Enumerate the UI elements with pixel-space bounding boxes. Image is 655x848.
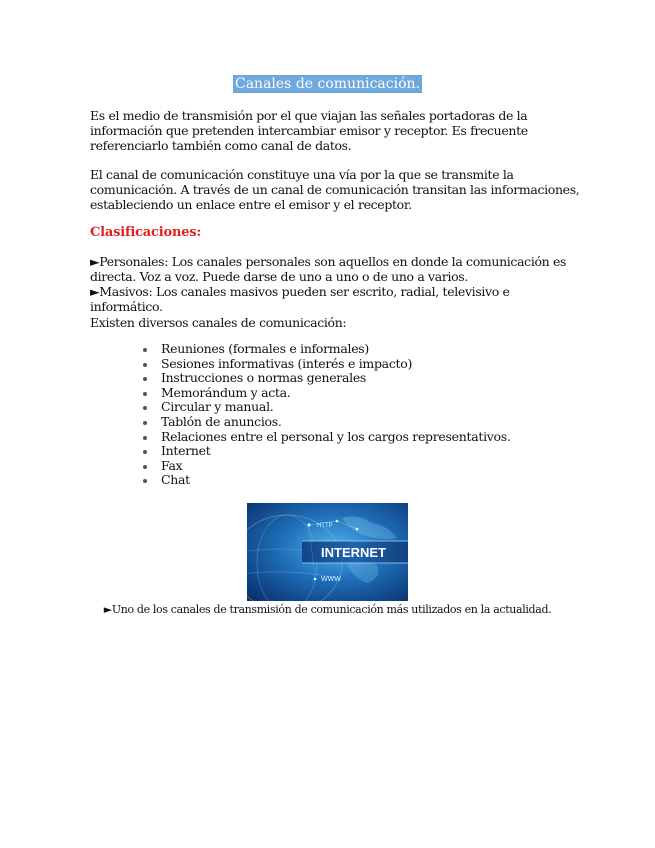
list-item-text: Internet [161, 443, 211, 459]
list-item [141, 357, 561, 372]
bullet-icon [143, 363, 147, 367]
list-item-text: Chat [161, 472, 190, 488]
list-item [141, 371, 561, 386]
list-item-text: Tablón de anuncios. [161, 413, 282, 429]
internet-image [247, 503, 408, 601]
list-item-text: Circular y manual. [161, 399, 274, 415]
list-item [141, 415, 561, 430]
image-main-label: INTERNET [321, 545, 386, 560]
bullet-icon [143, 436, 147, 440]
bullet-icon [143, 479, 147, 483]
classification-heading: Clasificaciones: [90, 225, 202, 240]
list-item-text: Memorándum y acta. [161, 384, 291, 400]
bullet-icon [143, 421, 147, 425]
title-container [0, 73, 655, 93]
bullet-icon [143, 406, 147, 410]
bullet-icon [143, 392, 147, 396]
list-item [141, 459, 561, 474]
bullet-icon [143, 450, 147, 454]
list-item [141, 473, 561, 488]
intro-paragraph-1: Es el medio de transmisión por el que viajan las señales portadoras de la información que pretenden intercambiar emisor y receptor. Es frecuente referenciarlo también como canal de datos. [90, 108, 528, 153]
list-item-text: Reuniones (formales e informales) [161, 341, 370, 356]
list-item-text: Relaciones entre el personal y los cargos representativos. [161, 428, 511, 444]
page-title: Canales de comunicación. [235, 76, 420, 92]
classification-masivos: ►Masivos: Los canales masivos pueden ser escrito, radial, televisivo e informático. [90, 284, 510, 314]
channels-intro: Existen diversos canales de comunicación: [90, 315, 347, 330]
list-item [141, 386, 561, 401]
list-item-text: Sesiones informativas (interés e impacto) [161, 355, 413, 371]
bullet-icon [143, 465, 147, 469]
image-caption: ►Uno de los canales de transmisión de comunicación más utilizados en la actualidad. [103, 603, 552, 616]
bullet-icon [143, 377, 147, 381]
list-item-text: Fax [161, 457, 183, 473]
list-item [141, 342, 561, 357]
list-item [141, 430, 561, 445]
list-item [141, 400, 561, 415]
bullet-icon [143, 348, 147, 352]
list-item-text: Instrucciones o normas generales [161, 370, 367, 386]
image-small-label: WWW [321, 576, 341, 583]
intro-paragraph-2: El canal de comunicación constituye una vía por la que se transmite la comunicación. A través de un canal de comunicación transitan las informaciones, estableciendo un enlace entre el emisor y el receptor. [90, 167, 580, 212]
channels-list [141, 342, 561, 488]
classification-personales: ►Personales: Los canales personales son aquellos en donde la comunicación es directa. Voz a voz. Puede darse de uno a uno o de uno a varios. [90, 254, 567, 284]
list-item [141, 444, 561, 459]
image-small-label: HTTP [317, 523, 333, 529]
